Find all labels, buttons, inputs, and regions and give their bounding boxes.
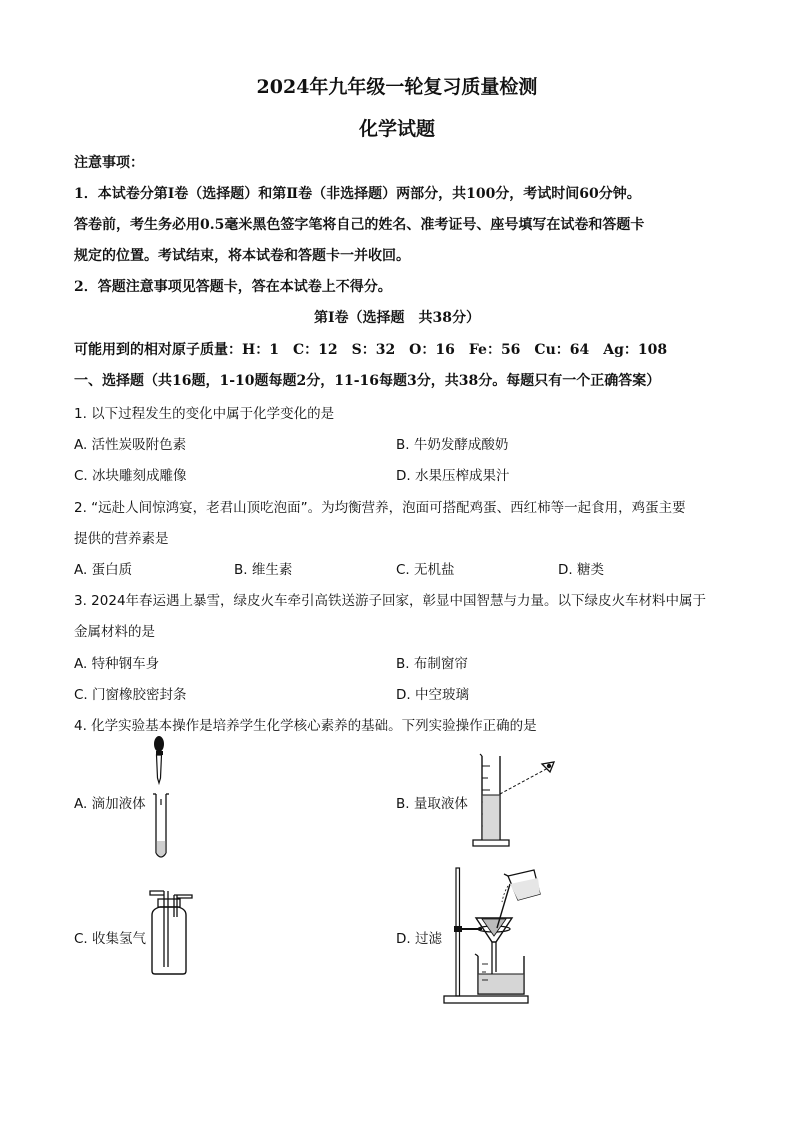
notice-item-2: 2．答题注意事项见答题卡，答在本试卷上不得分。 (74, 279, 392, 295)
q3-stem-line-1: 3. 2024年春运遇上暴雪，绿皮火车牵引高铁送游子回家，彰显中国智慧与力量。以下绿皮火车材料中属于 (74, 593, 707, 609)
q3-option-c: C. 门窗橡胶密封条 (74, 687, 187, 703)
q1-option-c: C. 冰块雕刻成雕像 (74, 468, 187, 484)
q1-stem: 1. 以下过程发生的变化中属于化学变化的是 (74, 406, 335, 422)
notice-heading: 注意事项： (74, 155, 144, 171)
q2-option-a: A. 蛋白质 (74, 562, 133, 578)
q2-option-b: B. 维生素 (234, 562, 293, 578)
exam-title: 2024年九年级一轮复习质量检测 (256, 76, 538, 98)
q2-option-d: D. 糖类 (558, 562, 604, 578)
q3-option-d: D. 中空玻璃 (396, 687, 469, 703)
q2-stem-line-1: 2. “远赴人间惊鸿宴，老君山顶吃泡面”。为均衡营养，泡面可搭配鸡蛋、西红柿等一起食用，鸡蛋主要 (74, 500, 686, 516)
q2-option-c: C. 无机盐 (396, 562, 455, 578)
filtration-apparatus-figure (442, 862, 557, 1007)
q4-stem: 4. 化学实验基本操作是培养学生化学核心素养的基础。下列实验操作正确的是 (74, 718, 537, 734)
q2-stem-line-2: 提供的营养素是 (74, 531, 169, 547)
notice-item-1-line-2: 答卷前，考生务必用0.5毫米黑色签字笔将自己的姓名、准考证号、座号填写在试卷和答题卡 (74, 217, 645, 233)
q3-option-a: A. 特种钢车身 (74, 656, 160, 672)
section-instructions: 一、选择题（共16题，1-10题每题2分，11-16每题3分，共38分。每题只有一个正确答案） (74, 373, 661, 389)
q3-option-b: B. 布制窗帘 (396, 656, 468, 672)
notice-item-1-line-3: 规定的位置。考试结束，将本试卷和答题卡一并收回。 (74, 248, 410, 264)
notice-item-1-line-1: 1．本试卷分第Ⅰ卷（选择题）和第Ⅱ卷（非选择题）两部分，共100分，考试时间60分钟。 (74, 186, 641, 202)
q4-option-d: D. 过滤 (396, 931, 442, 947)
exam-subtitle: 化学试题 (358, 118, 435, 140)
q4-option-c: C. 收集氢气 (74, 931, 147, 947)
q4-option-a: A. 滴加液体 (74, 796, 146, 812)
atomic-masses: 可能用到的相对原子质量：H：1 C：12 S：32 O：16 Fe：56 Cu：64 Ag：108 (74, 342, 668, 358)
q1-option-b: B. 牛奶发酵成酸奶 (396, 437, 509, 453)
q1-option-a: A. 活性炭吸附色素 (74, 437, 187, 453)
graduated-cylinder-figure (470, 750, 560, 850)
dropper-testtube-figure (142, 735, 182, 865)
section-heading: 第Ⅰ卷（选择题 共38分） (313, 310, 481, 326)
q1-option-d: D. 水果压榨成果汁 (396, 468, 510, 484)
q4-option-b: B. 量取液体 (396, 796, 468, 812)
gas-collecting-bottle-figure (140, 885, 200, 980)
q3-stem-line-2: 金属材料的是 (74, 624, 155, 640)
